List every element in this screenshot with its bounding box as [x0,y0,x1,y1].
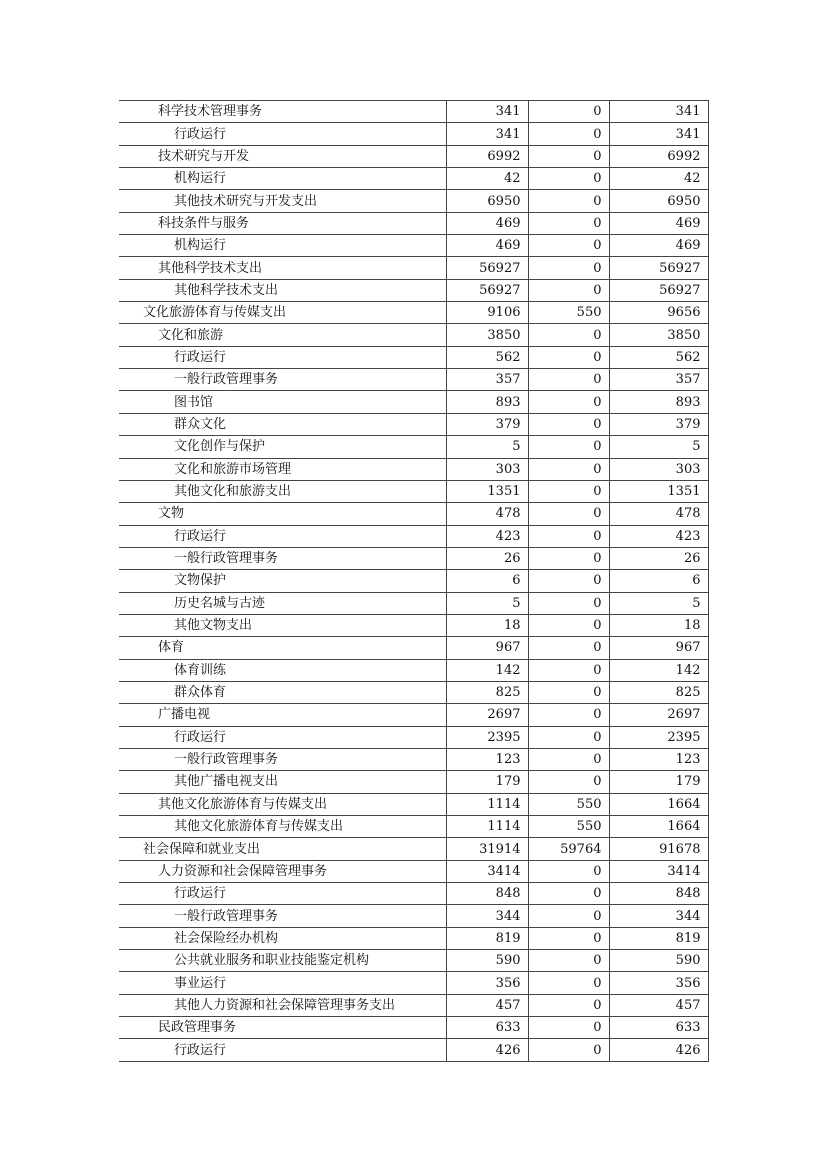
row-value-col1: 2697 [446,704,528,726]
row-value-col1: 469 [446,212,528,234]
row-item-name: 文化和旅游市场管理 [119,458,446,480]
table-row [119,413,708,435]
row-value-col2: 0 [528,950,609,972]
row-value-col3: 5 [609,592,708,614]
row-value-col3: 303 [609,458,708,480]
table-row [119,190,708,212]
row-value-col2: 0 [528,168,609,190]
row-value-col2: 550 [528,302,609,324]
row-item-name: 社会保险经办机构 [119,927,446,949]
row-value-col2: 0 [528,480,609,502]
table-row [119,123,708,145]
row-value-col1: 819 [446,927,528,949]
row-value-col3: 848 [609,883,708,905]
table-row [119,637,708,659]
row-value-col2: 0 [528,570,609,592]
budget-table-body [119,101,708,1062]
row-value-col3: 457 [609,994,708,1016]
row-value-col1: 341 [446,123,528,145]
row-value-col1: 5 [446,592,528,614]
row-item-name: 历史名城与古迹 [119,592,446,614]
row-value-col1: 426 [446,1039,528,1061]
row-value-col3: 341 [609,101,708,123]
row-value-col1: 1114 [446,816,528,838]
row-value-col3: 379 [609,413,708,435]
row-value-col2: 0 [528,994,609,1016]
row-value-col1: 848 [446,883,528,905]
budget-table [119,100,709,1062]
row-value-col1: 3850 [446,324,528,346]
row-item-name: 事业运行 [119,972,446,994]
row-value-col2: 0 [528,771,609,793]
row-value-col1: 1351 [446,480,528,502]
row-value-col3: 91678 [609,838,708,860]
row-value-col3: 3414 [609,860,708,882]
table-row [119,436,708,458]
row-item-name: 文物 [119,503,446,525]
row-item-name: 其他文化旅游体育与传媒支出 [119,793,446,815]
row-value-col3: 1664 [609,816,708,838]
row-value-col3: 6950 [609,190,708,212]
row-value-col1: 5 [446,436,528,458]
row-value-col2: 0 [528,1017,609,1039]
row-item-name: 体育训练 [119,659,446,681]
row-value-col3: 469 [609,235,708,257]
table-row [119,324,708,346]
row-value-col2: 550 [528,816,609,838]
row-value-col3: 1664 [609,793,708,815]
row-item-name: 社会保障和就业支出 [119,838,446,860]
table-row [119,212,708,234]
row-value-col2: 0 [528,145,609,167]
row-value-col3: 56927 [609,279,708,301]
row-value-col2: 0 [528,525,609,547]
row-item-name: 图书馆 [119,391,446,413]
row-value-col1: 9106 [446,302,528,324]
table-row [119,950,708,972]
table-row [119,793,708,815]
row-value-col2: 59764 [528,838,609,860]
row-item-name: 民政管理事务 [119,1017,446,1039]
row-value-col1: 42 [446,168,528,190]
row-value-col3: 179 [609,771,708,793]
row-value-col2: 0 [528,637,609,659]
row-value-col3: 142 [609,659,708,681]
table-row [119,972,708,994]
row-item-name: 文化旅游体育与传媒支出 [119,302,446,324]
table-row [119,1039,708,1061]
row-value-col1: 633 [446,1017,528,1039]
row-value-col3: 341 [609,123,708,145]
row-value-col2: 0 [528,212,609,234]
row-value-col2: 550 [528,793,609,815]
row-item-name: 技术研究与开发 [119,145,446,167]
row-item-name: 文化和旅游 [119,324,446,346]
table-row [119,257,708,279]
row-value-col1: 3414 [446,860,528,882]
row-value-col1: 6 [446,570,528,592]
row-item-name: 行政运行 [119,726,446,748]
row-value-col3: 893 [609,391,708,413]
row-value-col3: 356 [609,972,708,994]
row-item-name: 科技条件与服务 [119,212,446,234]
row-value-col1: 142 [446,659,528,681]
row-value-col3: 633 [609,1017,708,1039]
table-row [119,302,708,324]
table-row [119,748,708,770]
row-value-col2: 0 [528,972,609,994]
row-value-col2: 0 [528,235,609,257]
table-row [119,614,708,636]
table-row [119,704,708,726]
table-row [119,927,708,949]
row-value-col1: 469 [446,235,528,257]
row-item-name: 一般行政管理事务 [119,547,446,569]
table-row [119,659,708,681]
row-value-col2: 0 [528,101,609,123]
row-value-col1: 1114 [446,793,528,815]
table-row [119,1017,708,1039]
row-value-col3: 2697 [609,704,708,726]
table-row [119,994,708,1016]
row-item-name: 行政运行 [119,883,446,905]
row-item-name: 群众文化 [119,413,446,435]
row-value-col1: 18 [446,614,528,636]
row-value-col2: 0 [528,190,609,212]
row-item-name: 科学技术管理事务 [119,101,446,123]
row-item-name: 行政运行 [119,525,446,547]
row-value-col3: 56927 [609,257,708,279]
row-value-col2: 0 [528,279,609,301]
row-value-col2: 0 [528,503,609,525]
row-item-name: 机构运行 [119,235,446,257]
row-value-col1: 562 [446,346,528,368]
row-value-col3: 42 [609,168,708,190]
row-value-col3: 562 [609,346,708,368]
row-value-col1: 967 [446,637,528,659]
row-value-col1: 303 [446,458,528,480]
row-value-col1: 123 [446,748,528,770]
row-item-name: 其他文化旅游体育与传媒支出 [119,816,446,838]
row-value-col3: 423 [609,525,708,547]
row-value-col1: 457 [446,994,528,1016]
row-value-col1: 825 [446,681,528,703]
row-value-col3: 123 [609,748,708,770]
row-value-col3: 469 [609,212,708,234]
row-value-col3: 18 [609,614,708,636]
row-item-name: 文化创作与保护 [119,436,446,458]
row-value-col3: 6992 [609,145,708,167]
row-value-col1: 31914 [446,838,528,860]
row-value-col2: 0 [528,883,609,905]
table-row [119,369,708,391]
row-item-name: 机构运行 [119,168,446,190]
table-row [119,681,708,703]
table-row [119,235,708,257]
row-item-name: 其他科学技术支出 [119,279,446,301]
row-value-col3: 3850 [609,324,708,346]
table-row [119,101,708,123]
row-value-col2: 0 [528,413,609,435]
row-value-col2: 0 [528,547,609,569]
row-value-col2: 0 [528,927,609,949]
row-value-col2: 0 [528,391,609,413]
row-item-name: 其他技术研究与开发支出 [119,190,446,212]
row-value-col2: 0 [528,704,609,726]
table-row [119,726,708,748]
row-value-col2: 0 [528,436,609,458]
table-row [119,816,708,838]
row-value-col1: 341 [446,101,528,123]
table-row [119,860,708,882]
row-value-col1: 478 [446,503,528,525]
row-item-name: 人力资源和社会保障管理事务 [119,860,446,882]
row-value-col3: 426 [609,1039,708,1061]
row-value-col3: 590 [609,950,708,972]
row-item-name: 公共就业服务和职业技能鉴定机构 [119,950,446,972]
row-value-col2: 0 [528,458,609,480]
table-row [119,168,708,190]
row-value-col1: 357 [446,369,528,391]
row-value-col2: 0 [528,123,609,145]
table-row [119,279,708,301]
row-value-col2: 0 [528,860,609,882]
row-value-col1: 344 [446,905,528,927]
row-value-col2: 0 [528,324,609,346]
row-item-name: 一般行政管理事务 [119,369,446,391]
table-row [119,838,708,860]
table-row [119,480,708,502]
row-value-col1: 179 [446,771,528,793]
row-value-col3: 825 [609,681,708,703]
table-row [119,525,708,547]
table-row [119,145,708,167]
row-value-col1: 590 [446,950,528,972]
row-item-name: 其他广播电视支出 [119,771,446,793]
row-value-col2: 0 [528,592,609,614]
row-item-name: 一般行政管理事务 [119,905,446,927]
row-value-col1: 893 [446,391,528,413]
row-value-col2: 0 [528,681,609,703]
row-value-col3: 6 [609,570,708,592]
table-row [119,391,708,413]
row-item-name: 其他科学技术支出 [119,257,446,279]
row-value-col1: 56927 [446,257,528,279]
row-value-col2: 0 [528,748,609,770]
row-item-name: 群众体育 [119,681,446,703]
row-value-col2: 0 [528,905,609,927]
row-value-col3: 2395 [609,726,708,748]
row-value-col3: 26 [609,547,708,569]
table-row [119,883,708,905]
table-row [119,771,708,793]
table-row [119,458,708,480]
row-item-name: 其他文化和旅游支出 [119,480,446,502]
row-item-name: 行政运行 [119,123,446,145]
table-row [119,547,708,569]
row-value-col2: 0 [528,659,609,681]
row-item-name: 其他人力资源和社会保障管理事务支出 [119,994,446,1016]
row-value-col1: 2395 [446,726,528,748]
table-row [119,592,708,614]
row-item-name: 一般行政管理事务 [119,748,446,770]
row-item-name: 其他文物支出 [119,614,446,636]
row-value-col3: 819 [609,927,708,949]
row-value-col3: 357 [609,369,708,391]
table-row [119,905,708,927]
row-value-col1: 56927 [446,279,528,301]
row-value-col3: 9656 [609,302,708,324]
table-row [119,346,708,368]
row-item-name: 体育 [119,637,446,659]
row-value-col2: 0 [528,1039,609,1061]
row-item-name: 文物保护 [119,570,446,592]
row-value-col2: 0 [528,614,609,636]
row-item-name: 行政运行 [119,1039,446,1061]
row-value-col2: 0 [528,726,609,748]
row-value-col1: 6950 [446,190,528,212]
row-item-name: 广播电视 [119,704,446,726]
row-value-col2: 0 [528,257,609,279]
row-value-col3: 344 [609,905,708,927]
row-value-col2: 0 [528,369,609,391]
row-value-col3: 1351 [609,480,708,502]
row-value-col1: 379 [446,413,528,435]
row-value-col3: 5 [609,436,708,458]
row-value-col1: 6992 [446,145,528,167]
row-value-col1: 356 [446,972,528,994]
row-value-col1: 423 [446,525,528,547]
row-item-name: 行政运行 [119,346,446,368]
row-value-col3: 967 [609,637,708,659]
row-value-col2: 0 [528,346,609,368]
table-row [119,503,708,525]
row-value-col3: 478 [609,503,708,525]
row-value-col1: 26 [446,547,528,569]
table-row [119,570,708,592]
